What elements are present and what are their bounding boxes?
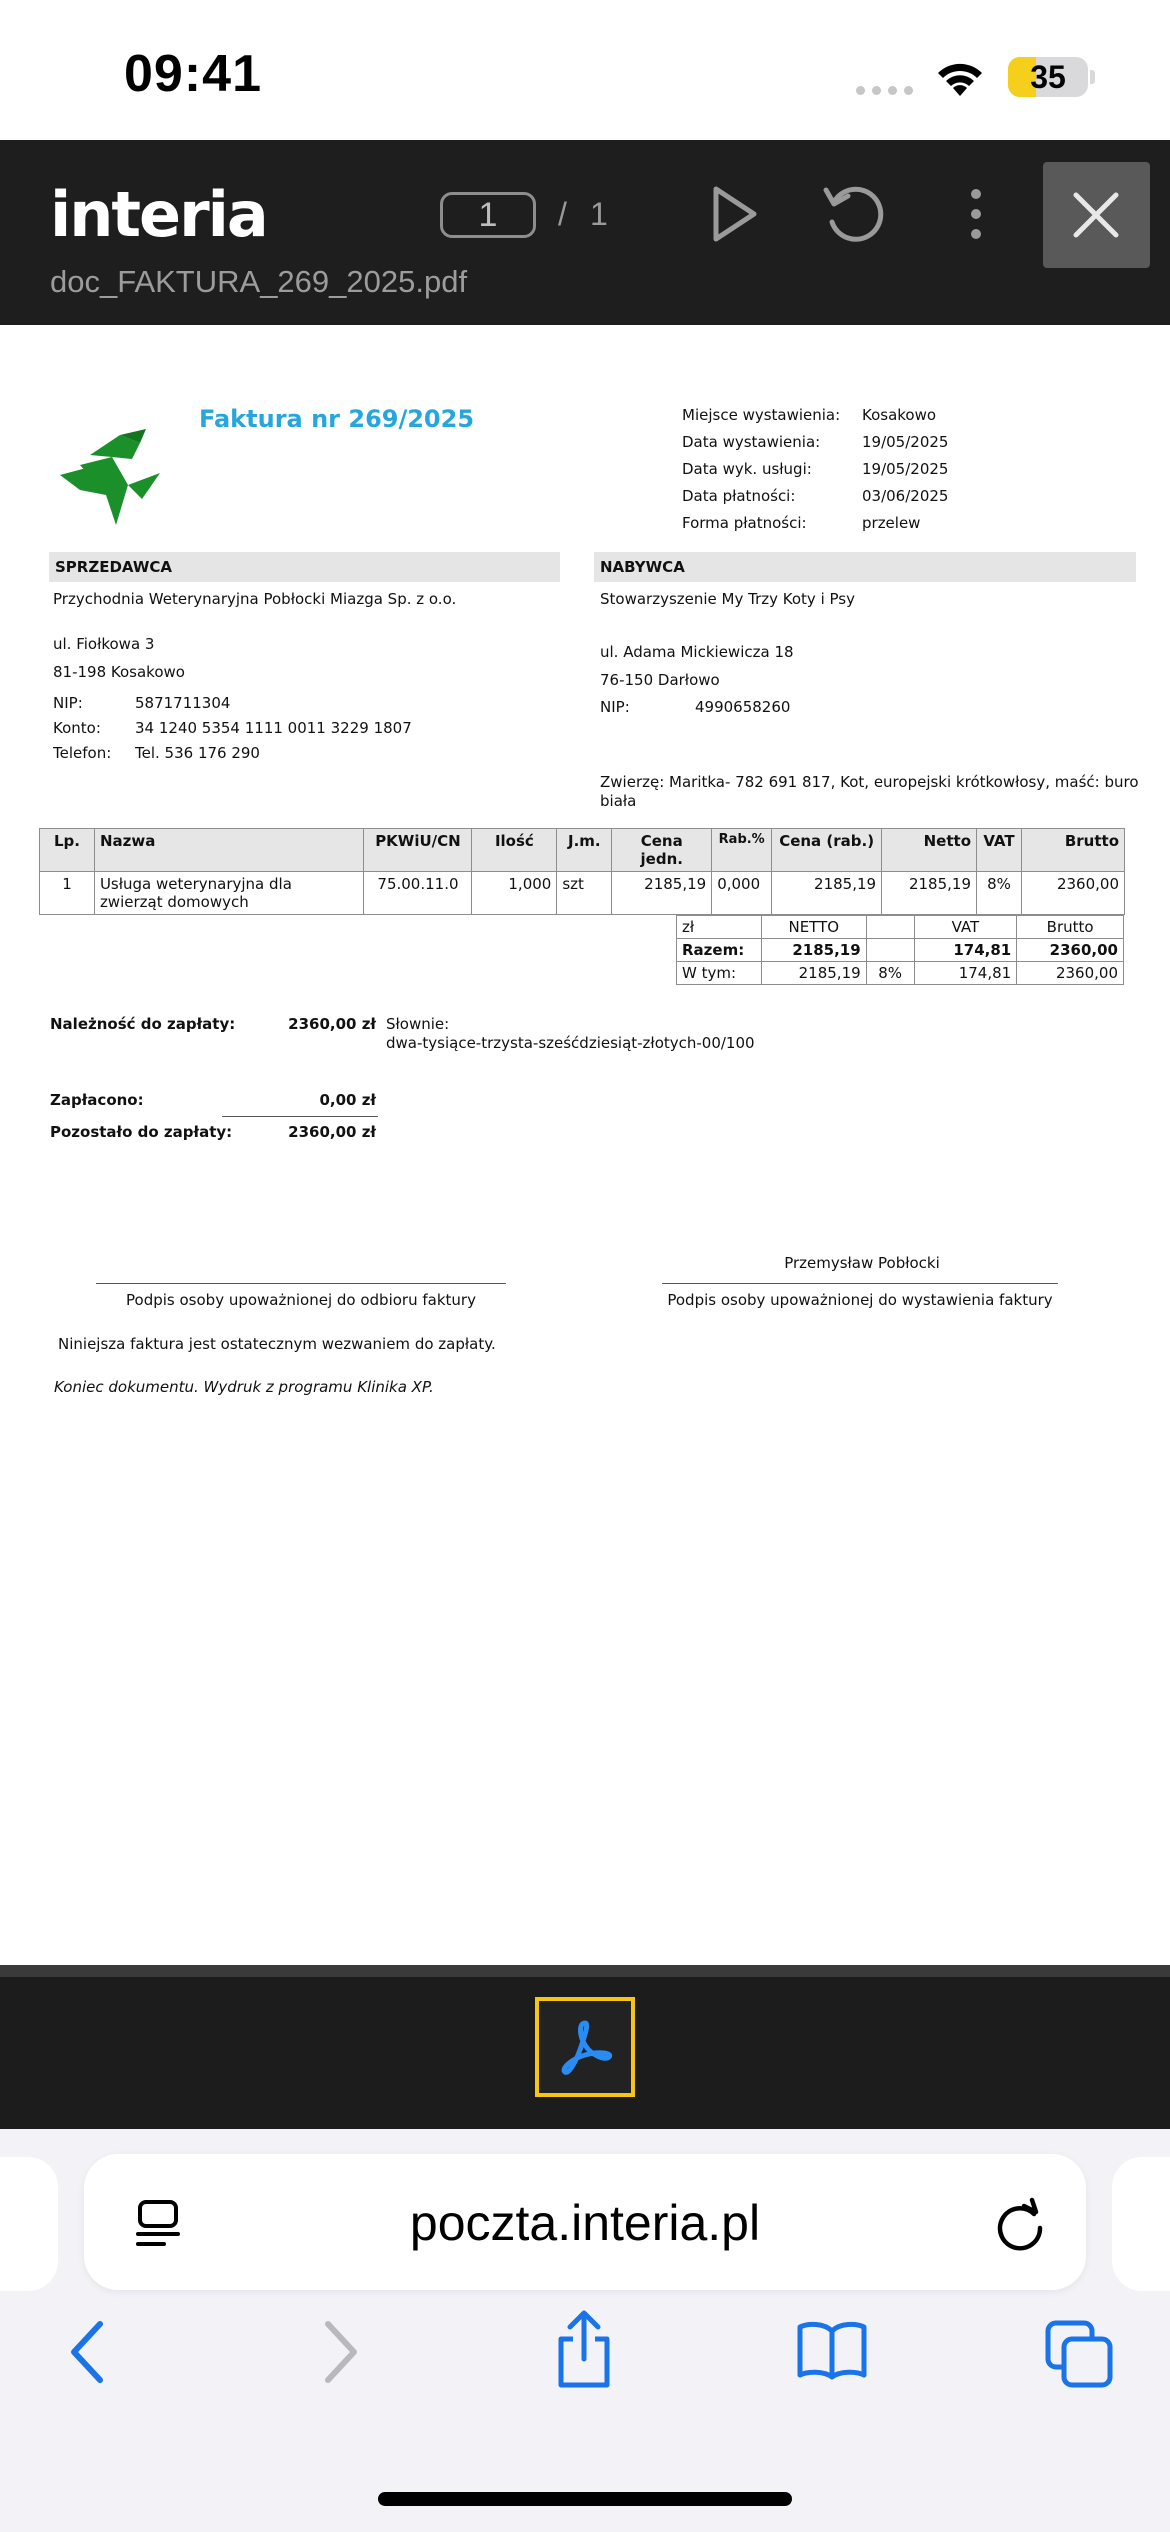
animal-info: Zwierzę: Maritka- 782 691 817, Kot, europejski krótkowłosy, maść: buro (600, 773, 1139, 791)
next-tab-preview[interactable] (1112, 2157, 1170, 2291)
col-header: Cena jedn. (612, 829, 712, 872)
due-label: Należność do zapłaty: (50, 1015, 236, 1033)
signature-issue-caption: Podpis osoby upoważnionej do wystawienia faktury (667, 1291, 1053, 1309)
col-header: Cena (rab.) (772, 829, 882, 872)
col-header: VAT (977, 829, 1022, 872)
page-total: 1 (590, 196, 608, 232)
forward-icon[interactable] (320, 2319, 362, 2385)
buyer-city: 76-150 Darłowo (600, 671, 720, 689)
col-header: Brutto (1021, 829, 1124, 872)
cell-name: Usługa weterynaryjna dla zwierząt domowych (94, 872, 364, 915)
table-header-row (40, 829, 1125, 872)
cell-price-rab: 2185,19 (772, 872, 882, 915)
meta-value: 03/06/2025 (862, 487, 949, 505)
seller-tel: Tel. 536 176 290 (135, 744, 260, 762)
col-header: PKWiU/CN (364, 829, 472, 872)
meta-label: Miejsce wystawienia: (682, 406, 841, 424)
address-bar[interactable] (84, 2154, 1086, 2290)
meta-label: Data płatności: (682, 487, 796, 505)
buyer-nip: 4990658260 (695, 698, 791, 716)
battery-tip (1090, 70, 1095, 84)
document-edge (0, 1965, 1170, 1977)
page-number-input[interactable]: 1 (440, 192, 536, 238)
interia-logo: interia (50, 178, 267, 251)
words-label: Słownie: (386, 1015, 450, 1033)
close-button[interactable] (1043, 162, 1150, 268)
signature-line-issue (662, 1283, 1058, 1284)
viewer-bottom-bar (0, 1977, 1170, 2129)
remaining-value: 2360,00 zł (288, 1123, 376, 1141)
viewer-header (0, 140, 1170, 325)
rotate-icon[interactable] (820, 180, 886, 246)
wtym-brutto: 2360,00 (1017, 962, 1124, 985)
meta-value: przelew (862, 514, 921, 532)
wtym-label: W tym: (677, 962, 762, 985)
razem-netto: 2185,19 (761, 939, 866, 962)
seller-konto: 34 1240 5354 1111 0011 3229 1807 (135, 719, 412, 737)
seller-konto-label: Konto: (53, 719, 101, 737)
share-icon[interactable] (553, 2309, 615, 2389)
totals-header-row (677, 916, 1124, 939)
more-options-icon[interactable] (966, 186, 986, 242)
safari-toolbar (0, 2129, 1170, 2532)
paid-value: 0,00 zł (319, 1091, 376, 1109)
cell-vat: 8% (977, 872, 1022, 915)
battery-level: 35 (1030, 59, 1066, 95)
seller-nip-label: NIP: (53, 694, 83, 712)
seller-header: SPRZEDAWCA (49, 552, 560, 582)
back-icon[interactable] (66, 2319, 108, 2385)
cellular-signal-icon (856, 86, 913, 95)
col-header: Lp. (40, 829, 95, 872)
bookmarks-icon[interactable] (796, 2319, 868, 2381)
buyer-street: ul. Adama Mickiewicza 18 (600, 643, 794, 661)
seller-city: 81-198 Kosakowo (53, 663, 185, 681)
cell-brutto: 2360,00 (1021, 872, 1124, 915)
reload-icon[interactable] (994, 2196, 1048, 2252)
col-header: Rab.% (712, 829, 772, 872)
totals-currency: zł (677, 916, 762, 939)
wifi-icon (934, 56, 986, 98)
razem-rate (866, 939, 914, 962)
paid-divider (222, 1116, 378, 1117)
razem-brutto: 2360,00 (1017, 939, 1124, 962)
open-in-acrobat-button[interactable] (535, 1997, 635, 2097)
buyer-header: NABYWCA (594, 552, 1136, 582)
buyer-nip-label: NIP: (600, 698, 630, 716)
col-header: J.m. (557, 829, 612, 872)
status-time: 09:41 (124, 45, 262, 103)
wtym-netto: 2185,19 (761, 962, 866, 985)
status-bar (0, 0, 1170, 140)
seller-name: Przychodnia Weterynaryjna Pobłocki Miazga Sp. z o.o. (53, 590, 457, 608)
home-indicator (378, 2492, 792, 2506)
razem-label: Razem: (677, 939, 762, 962)
totals-head-vat: VAT (914, 916, 1017, 939)
cell-pkwiu: 75.00.11.0 (364, 872, 472, 915)
meta-value: 19/05/2025 (862, 460, 949, 478)
wtym-vat: 174,81 (914, 962, 1017, 985)
cell-lp: 1 (40, 872, 95, 915)
cell-qty: 1,000 (472, 872, 557, 915)
close-icon (1072, 191, 1120, 239)
cell-unit: szt (557, 872, 612, 915)
totals-head-brutto: Brutto (1017, 916, 1124, 939)
signature-line-receive (96, 1283, 506, 1284)
seller-tel-label: Telefon: (53, 744, 112, 762)
signature-receive-caption: Podpis osoby upoważnionej do odbioru faktury (126, 1291, 476, 1309)
meta-value: 19/05/2025 (862, 433, 949, 451)
clinic-logo (50, 415, 175, 530)
paid-label: Zapłacono: (50, 1091, 144, 1109)
file-name: doc_FAKTURA_269_2025.pdf (50, 264, 468, 299)
col-header: Ilość (472, 829, 557, 872)
words-value: dwa-tysiące-trzysta-sześćdziesiąt-złotych-00/100 (386, 1034, 755, 1052)
totals-row-wtym (677, 962, 1124, 985)
tabs-icon[interactable] (1044, 2319, 1114, 2389)
url-text[interactable]: poczta.interia.pl (409, 2195, 761, 2251)
cell-rab: 0,000 (712, 872, 772, 915)
totals-head-netto: NETTO (761, 916, 866, 939)
seller-nip: 5871711304 (135, 694, 231, 712)
buyer-name: Stowarzyszenie My Trzy Koty i Psy (600, 590, 855, 608)
meta-value: Kosakowo (862, 406, 937, 424)
totals-row-razem (677, 939, 1124, 962)
wtym-rate: 8% (866, 962, 914, 985)
play-icon[interactable] (710, 184, 760, 244)
due-value: 2360,00 zł (288, 1015, 376, 1033)
remaining-label: Pozostało do zapłaty: (50, 1123, 233, 1141)
totals-table (676, 915, 1124, 985)
col-header: Nazwa (94, 829, 364, 872)
items-table (39, 828, 1125, 915)
meta-label: Data wystawienia: (682, 433, 821, 451)
col-header: Netto (882, 829, 977, 872)
meta-label: Forma płatności: (682, 514, 807, 532)
seller-street: ul. Fiołkowa 3 (53, 635, 155, 653)
animal-info-cont: biała (600, 792, 637, 810)
pdf-document (0, 325, 1170, 1965)
invoice-title: Faktura nr 269/2025 (199, 405, 475, 433)
table-row (40, 872, 1125, 915)
razem-vat: 174,81 (914, 939, 1017, 962)
battery-icon (1008, 57, 1088, 97)
acrobat-icon (553, 2015, 617, 2079)
previous-tab-preview[interactable] (0, 2157, 58, 2291)
final-notice: Niniejsza faktura jest ostatecznym wezwaniem do zapłaty. (58, 1335, 496, 1353)
cell-netto: 2185,19 (882, 872, 977, 915)
page-separator: / (558, 196, 567, 232)
cell-price: 2185,19 (612, 872, 712, 915)
signer-name: Przemysław Pobłocki (784, 1254, 940, 1272)
totals-head-rate (866, 916, 914, 939)
document-footer: Koniec dokumentu. Wydruk z programu Klinika XP. (54, 1378, 434, 1396)
meta-label: Data wyk. usługi: (682, 460, 812, 478)
